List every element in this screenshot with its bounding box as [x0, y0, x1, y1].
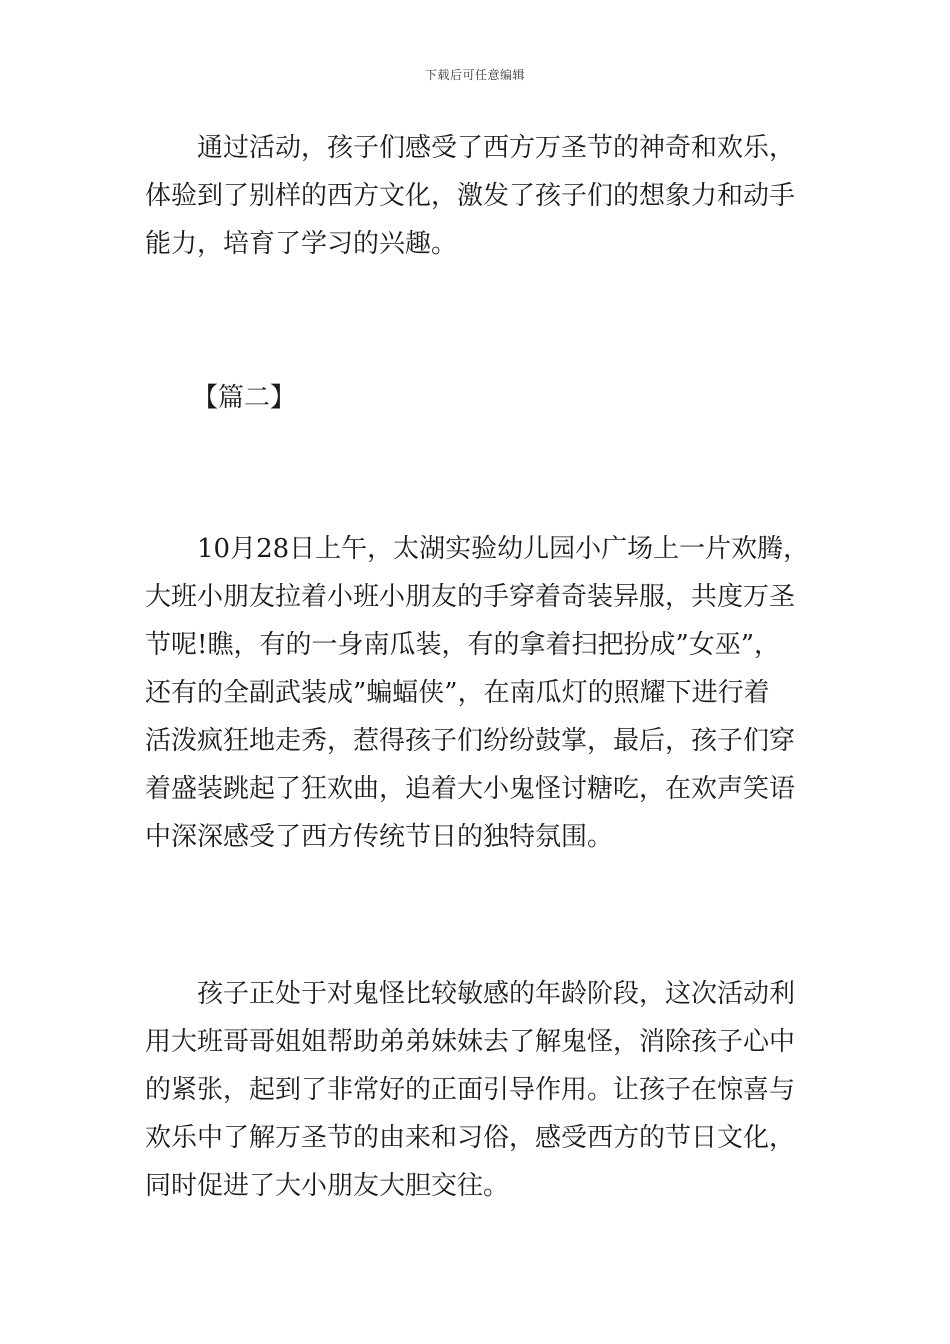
paragraph-line: 体验到了别样的西方文化，激发了孩子们的想象力和动手 — [145, 181, 796, 211]
paragraph-line: 活泼疯狂地走秀，惹得孩子们纷纷鼓掌，最后，孩子们穿 — [145, 726, 796, 756]
paragraph-intro — [145, 124, 810, 268]
paragraph-line: 着盛装跳起了狂欢曲，追着大小鬼怪讨糖吃，在欢声笑语 — [145, 774, 796, 804]
section-title: 【篇二】 — [192, 383, 297, 413]
paragraph-line: 能力，培育了学习的兴趣。 — [145, 229, 458, 259]
paragraph-line: 孩子正处于对鬼怪比较敏感的年龄阶段，这次活动利 — [197, 979, 796, 1009]
paragraph-line: 欢乐中了解万圣节的由来和习俗，感受西方的节日文化， — [145, 1123, 796, 1153]
paragraph-reflection — [145, 970, 810, 1210]
paragraph-line: 通过活动，孩子们感受了西方万圣节的神奇和欢乐， — [197, 133, 796, 163]
paragraph-line: 节呢!瞧，有的一身南瓜装，有的拿着扫把扮成”女巫”， — [145, 630, 781, 660]
paragraph-line: 10月28日上午，太湖实验幼儿园小广场上一片欢腾， — [197, 534, 810, 564]
paragraph-line: 的紧张，起到了非常好的正面引导作用。让孩子在惊喜与 — [145, 1075, 796, 1105]
paragraph-line: 大班小朋友拉着小班小朋友的手穿着奇装异服，共度万圣 — [145, 582, 796, 612]
page-header: 下载后可任意编辑 — [424, 68, 525, 82]
paragraph-line: 还有的全副武装成”蝙蝠侠”，在南瓜灯的照耀下进行着 — [145, 678, 770, 708]
paragraph-line: 中深深感受了西方传统节日的独特氛围。 — [145, 822, 614, 852]
paragraph-line: 用大班哥哥姐姐帮助弟弟妹妹去了解鬼怪，消除孩子心中 — [145, 1027, 796, 1057]
paragraph-event — [145, 525, 810, 861]
paragraph-line: 同时促进了大小朋友大胆交往。 — [145, 1171, 510, 1201]
